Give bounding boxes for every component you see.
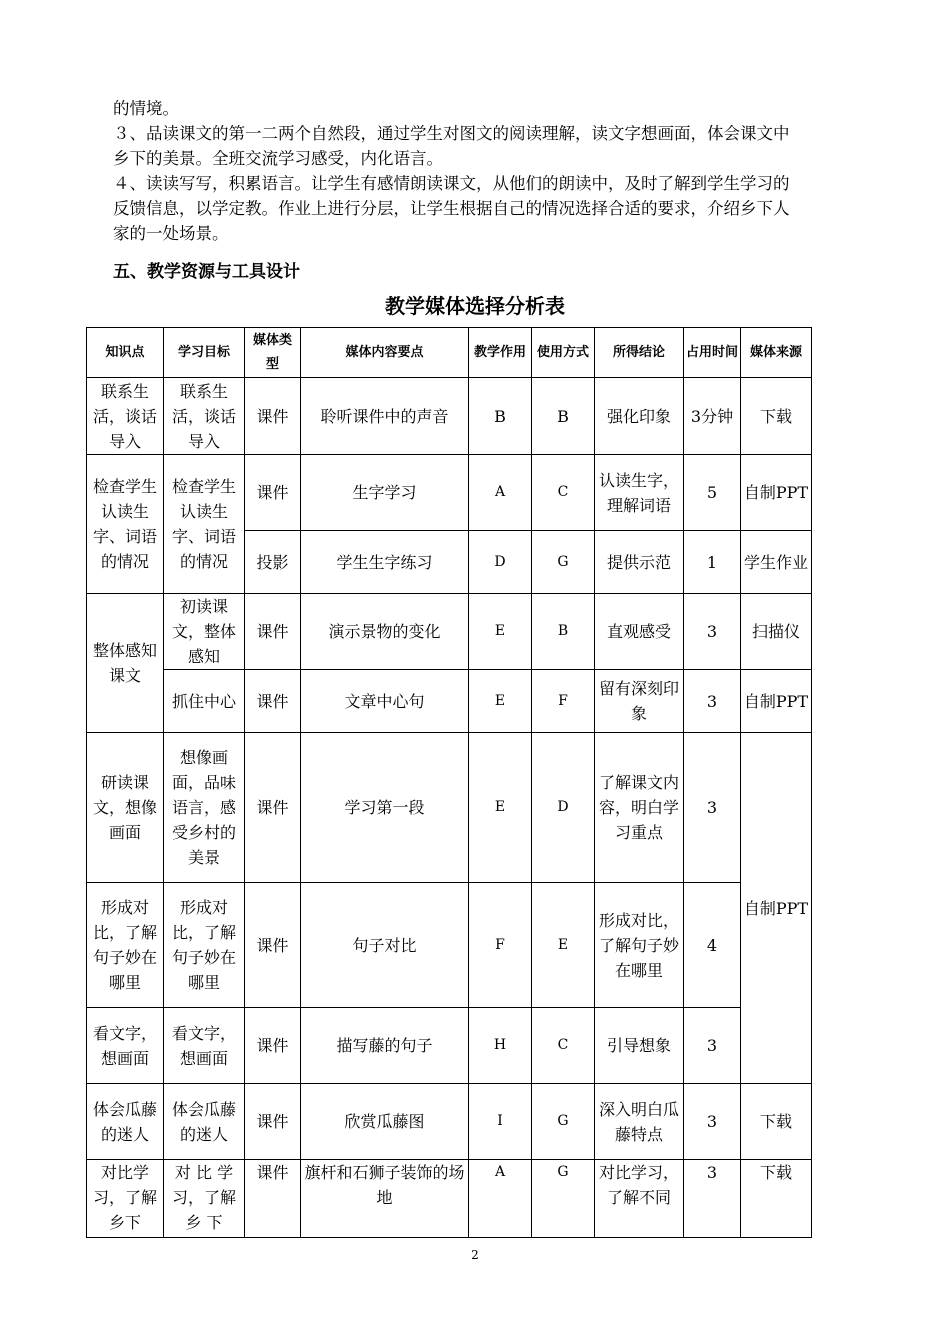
method-cell: D bbox=[532, 733, 595, 883]
media-analysis-table bbox=[86, 327, 812, 1238]
header-cell: 占用时间 bbox=[684, 328, 741, 378]
content-cell: 旗杆和石狮子装饰的场地 bbox=[301, 1160, 469, 1238]
media-type-cell: 课件 bbox=[245, 733, 301, 883]
knowledge-cell: 对比学习，了解乡下 bbox=[87, 1160, 164, 1238]
media-type-cell: 课件 bbox=[245, 455, 301, 531]
table-row bbox=[87, 594, 812, 670]
section-heading: 五、教学资源与工具设计 bbox=[113, 262, 300, 282]
content-cell: 演示景物的变化 bbox=[301, 594, 469, 670]
table-row bbox=[87, 733, 812, 883]
table-title: 教学媒体选择分析表 bbox=[385, 294, 565, 318]
method-cell: F bbox=[532, 670, 595, 733]
conclusion-cell: 引导想象 bbox=[595, 1008, 684, 1084]
goal-cell: 对 比 学习，了解 乡 下 bbox=[164, 1160, 245, 1238]
time-cell: 3分钟 bbox=[684, 378, 741, 455]
header-cell: 使用方式 bbox=[532, 328, 595, 378]
content-cell: 生字学习 bbox=[301, 455, 469, 531]
content-cell: 欣赏瓜藤图 bbox=[301, 1084, 469, 1160]
header-cell: 知识点 bbox=[87, 328, 164, 378]
header-cell: 媒体类型 bbox=[245, 328, 301, 378]
content-cell: 聆听课件中的声音 bbox=[301, 378, 469, 455]
table-row bbox=[87, 1160, 812, 1238]
knowledge-cell: 体会瓜藤的迷人 bbox=[87, 1084, 164, 1160]
table-row bbox=[87, 1084, 812, 1160]
header-cell: 所得结论 bbox=[595, 328, 684, 378]
source-cell: 下载 bbox=[741, 378, 812, 455]
table-header-row bbox=[87, 328, 812, 378]
conclusion-cell: 对比学习，了解不同 bbox=[595, 1160, 684, 1238]
role-cell: E bbox=[469, 733, 532, 883]
header-cell: 媒体来源 bbox=[741, 328, 812, 378]
knowledge-cell: 整体感知课文 bbox=[87, 594, 164, 733]
source-cell: 自制PPT bbox=[741, 733, 812, 1084]
table-row bbox=[87, 670, 812, 733]
method-cell: C bbox=[532, 1008, 595, 1084]
knowledge-cell: 看文字，想画面 bbox=[87, 1008, 164, 1084]
time-cell: 3 bbox=[684, 670, 741, 733]
method-cell: B bbox=[532, 378, 595, 455]
source-cell: 下载 bbox=[741, 1160, 812, 1238]
header-cell: 学习目标 bbox=[164, 328, 245, 378]
conclusion-cell: 认读生字，理解词语 bbox=[595, 455, 684, 531]
goal-cell: 形成对比，了解句子妙在哪里 bbox=[164, 883, 245, 1008]
goal-cell: 初读课文，整体感知 bbox=[164, 594, 245, 670]
source-cell: 自制PPT bbox=[741, 670, 812, 733]
media-type-cell: 课件 bbox=[245, 883, 301, 1008]
media-type-cell: 课件 bbox=[245, 378, 301, 455]
time-cell: 3 bbox=[684, 594, 741, 670]
table-row bbox=[87, 883, 812, 1008]
time-cell: 3 bbox=[684, 1160, 741, 1238]
source-cell: 扫描仪 bbox=[741, 594, 812, 670]
goal-cell: 联系生活，谈话导入 bbox=[164, 378, 245, 455]
method-cell: C bbox=[532, 455, 595, 531]
media-type-cell: 课件 bbox=[245, 1008, 301, 1084]
conclusion-cell: 了解课文内容，明白学习重点 bbox=[595, 733, 684, 883]
goal-cell: 体会瓜藤的迷人 bbox=[164, 1084, 245, 1160]
time-cell: 3 bbox=[684, 733, 741, 883]
page-number: 2 bbox=[471, 1248, 479, 1262]
role-cell: E bbox=[469, 594, 532, 670]
paragraph-step-3: ３、品读课文的第一二两个自然段，通过学生对图文的阅读理解，读文字想画面，体会课文中乡下的美景。全班交流学习感受，内化语言。 bbox=[113, 124, 790, 168]
knowledge-cell: 研读课文，想像画面 bbox=[87, 733, 164, 883]
source-cell: 自制PPT bbox=[741, 455, 812, 531]
role-cell: A bbox=[469, 455, 532, 531]
knowledge-cell: 联系生活，谈话导入 bbox=[87, 378, 164, 455]
method-cell: G bbox=[532, 531, 595, 594]
media-type-cell: 投影 bbox=[245, 531, 301, 594]
media-type-cell: 课件 bbox=[245, 1160, 301, 1238]
content-cell: 描写藤的句子 bbox=[301, 1008, 469, 1084]
goal-cell: 检查学生认读生字、词语的情况 bbox=[164, 455, 245, 594]
table-row bbox=[87, 378, 812, 455]
goal-cell: 想像画面，品味语言，感受乡村的美景 bbox=[164, 733, 245, 883]
table-row bbox=[87, 455, 812, 531]
method-cell: G bbox=[532, 1160, 595, 1238]
goal-cell: 抓住中心 bbox=[164, 670, 245, 733]
role-cell: I bbox=[469, 1084, 532, 1160]
conclusion-cell: 深入明白瓜藤特点 bbox=[595, 1084, 684, 1160]
conclusion-cell: 提供示范 bbox=[595, 531, 684, 594]
knowledge-cell: 检查学生认读生字、词语的情况 bbox=[87, 455, 164, 594]
media-type-cell: 课件 bbox=[245, 594, 301, 670]
content-cell: 句子对比 bbox=[301, 883, 469, 1008]
role-cell: A bbox=[469, 1160, 532, 1238]
time-cell: 3 bbox=[684, 1084, 741, 1160]
media-type-cell: 课件 bbox=[245, 670, 301, 733]
header-cell: 教学作用 bbox=[469, 328, 532, 378]
method-cell: B bbox=[532, 594, 595, 670]
conclusion-cell: 形成对比，了解句子妙在哪里 bbox=[595, 883, 684, 1008]
knowledge-cell: 形成对比，了解句子妙在哪里 bbox=[87, 883, 164, 1008]
content-cell: 学生生字练习 bbox=[301, 531, 469, 594]
header-cell: 媒体内容要点 bbox=[301, 328, 469, 378]
media-type-cell: 课件 bbox=[245, 1084, 301, 1160]
conclusion-cell: 留有深刻印象 bbox=[595, 670, 684, 733]
conclusion-cell: 直观感受 bbox=[595, 594, 684, 670]
content-cell: 学习第一段 bbox=[301, 733, 469, 883]
conclusion-cell: 强化印象 bbox=[595, 378, 684, 455]
role-cell: D bbox=[469, 531, 532, 594]
time-cell: 3 bbox=[684, 1008, 741, 1084]
time-cell: 4 bbox=[684, 883, 741, 1008]
content-cell: 文章中心句 bbox=[301, 670, 469, 733]
table-row bbox=[87, 1008, 812, 1084]
paragraph-continuation: 的情境。 bbox=[113, 99, 179, 118]
role-cell: H bbox=[469, 1008, 532, 1084]
time-cell: 5 bbox=[684, 455, 741, 531]
goal-cell: 看文字，想画面 bbox=[164, 1008, 245, 1084]
role-cell: F bbox=[469, 883, 532, 1008]
paragraph-step-4: ４、读读写写，积累语言。让学生有感情朗读课文，从他们的朗读中，及时了解到学生学习的反馈信息，以学定教。作业上进行分层，让学生根据自己的情况选择合适的要求，介绍乡下人家的一处场景。 bbox=[113, 174, 790, 243]
method-cell: E bbox=[532, 883, 595, 1008]
source-cell: 学生作业 bbox=[741, 531, 812, 594]
role-cell: B bbox=[469, 378, 532, 455]
source-cell: 下载 bbox=[741, 1084, 812, 1160]
role-cell: E bbox=[469, 670, 532, 733]
method-cell: G bbox=[532, 1084, 595, 1160]
time-cell: 1 bbox=[684, 531, 741, 594]
